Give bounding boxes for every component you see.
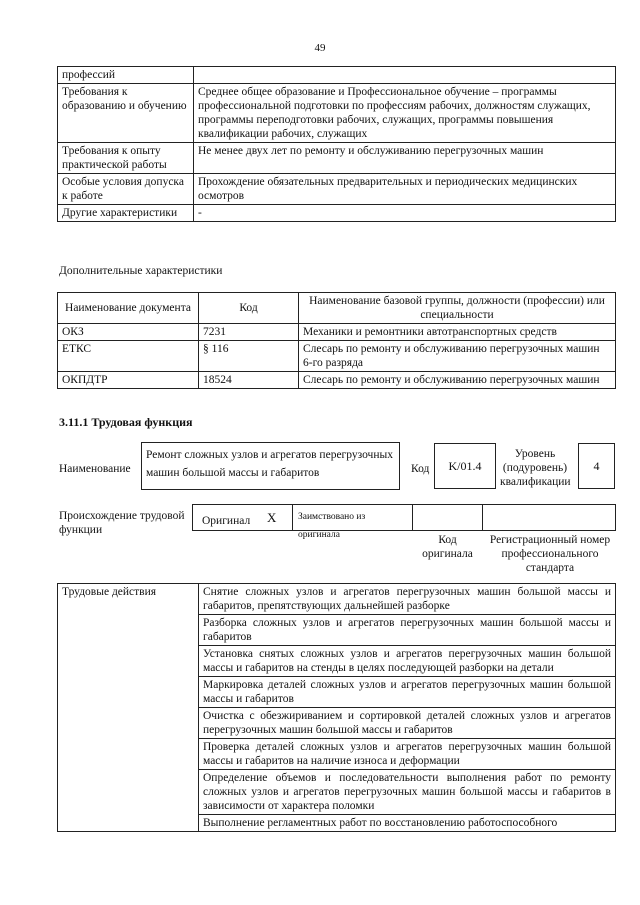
cell-document: ОКПДТР [58,372,199,389]
code-label: Код [411,463,430,475]
table-row [58,143,616,174]
function-name-box [141,442,400,490]
reg-number-box [482,504,616,531]
header-code: Код [199,293,299,324]
table-row [58,174,616,205]
table-row [58,67,616,84]
action-item: Разборка сложных узлов и агрегатов перегрузочных машин большой массы и габаритов [199,615,616,646]
row-label: Требования к опыту практической работы [58,143,194,174]
original-mark: X [267,510,277,525]
row-value: - [194,205,616,222]
origin-label: Происхождение трудовой функции [59,510,185,536]
page-number: 49 [314,42,326,54]
row-value: Не менее двух лет по ремонту и обслуживанию перегрузочных машин [194,143,616,174]
original-label: Оригинал [202,515,251,527]
row-label: Требования к образованию и обучению [58,84,194,143]
row-label: профессий [58,67,194,84]
original-code-box [412,504,483,531]
original-code-caption: Код оригинала [422,534,473,560]
cell-document: ЕТКС [58,341,199,372]
table-row [58,584,616,615]
action-item: Снятие сложных узлов и агрегатов перегрузочных машин большой массы и габаритов, препятствующих дальнейшей разборке [199,584,616,615]
row-value: Прохождение обязательных предварительных и периодических медицинских осмотров [194,174,616,205]
action-item: Маркировка деталей сложных узлов и агрегатов перегрузочных машин большой массы и габаритов [199,677,616,708]
code-value: K/01.4 [448,459,482,473]
header-document: Наименование документа [58,293,199,324]
level-value: 4 [593,459,600,473]
cell-name: Слесарь по ремонту и обслуживанию перегрузочных машин [299,372,616,389]
table-row [58,324,616,341]
cell-code: 7231 [199,324,299,341]
function-name-label: Наименование [59,463,131,475]
table-row [58,341,616,372]
row-value [194,67,616,84]
cell-code: 18524 [199,372,299,389]
action-item: Проверка деталей сложных узлов и агрегатов перегрузочных машин большой массы и габаритов на наличие износа и деформации [199,739,616,770]
level-box [578,443,615,489]
cell-name: Слесарь по ремонту и обслуживанию перегрузочных машин 6-го разряда [299,341,616,372]
code-box [434,443,496,489]
table-header-row [58,293,616,324]
action-item: Определение объемов и последовательности выполнения работ по ремонту сложных узлов и агрегатов перегрузочных машин большой массы и габаритов в зависимости от характера поломки [199,770,616,815]
original-box [192,504,293,531]
cell-code: § 116 [199,341,299,372]
action-item: Очистка с обезжириванием и сортировкой деталей сложных узлов и агрегатов перегрузочных машин большой массы и габаритов [199,708,616,739]
cell-document: ОКЗ [58,324,199,341]
function-name-value: Ремонт сложных узлов и агрегатов перегрузочных машин большой массы и габаритов [146,449,393,479]
level-label: Уровень (подуровень) квалификации [500,448,571,488]
requirements-table [57,66,616,222]
row-label: Другие характеристики [58,205,194,222]
action-item: Выполнение регламентных работ по восстановлению работоспособного [199,815,616,832]
header-group-name: Наименование базовой группы, должности (профессии) или специальности [299,293,616,324]
actions-label: Трудовые действия [58,584,199,832]
function-heading: 3.11.1 Трудовая функция [59,415,193,429]
table-row [58,205,616,222]
row-value: Среднее общее образование и Профессиональное обучение – программы профессиональной подготовки по профессиям рабочих, должностям служащих, программы переподготовки рабочих, служащих, программы повышения квалификации рабочих, служащих [194,84,616,143]
borrowed-box [292,504,413,540]
borrowed-label: Заимствовано из оригинала [298,512,366,540]
extra-characteristics-caption: Дополнительные характеристики [59,265,223,277]
action-item: Установка снятых сложных узлов и агрегатов перегрузочных машин большой массы и габаритов на стенды в целях последующей разборки на детали [199,646,616,677]
labor-actions-table [57,583,616,832]
cell-name: Механики и ремонтники автотранспортных средств [299,324,616,341]
table-row [58,372,616,389]
reg-number-caption: Регистрационный номер профессионального стандарта [489,534,611,574]
row-label: Особые условия допуска к работе [58,174,194,205]
extra-characteristics-table [57,292,616,389]
table-row [58,84,616,143]
